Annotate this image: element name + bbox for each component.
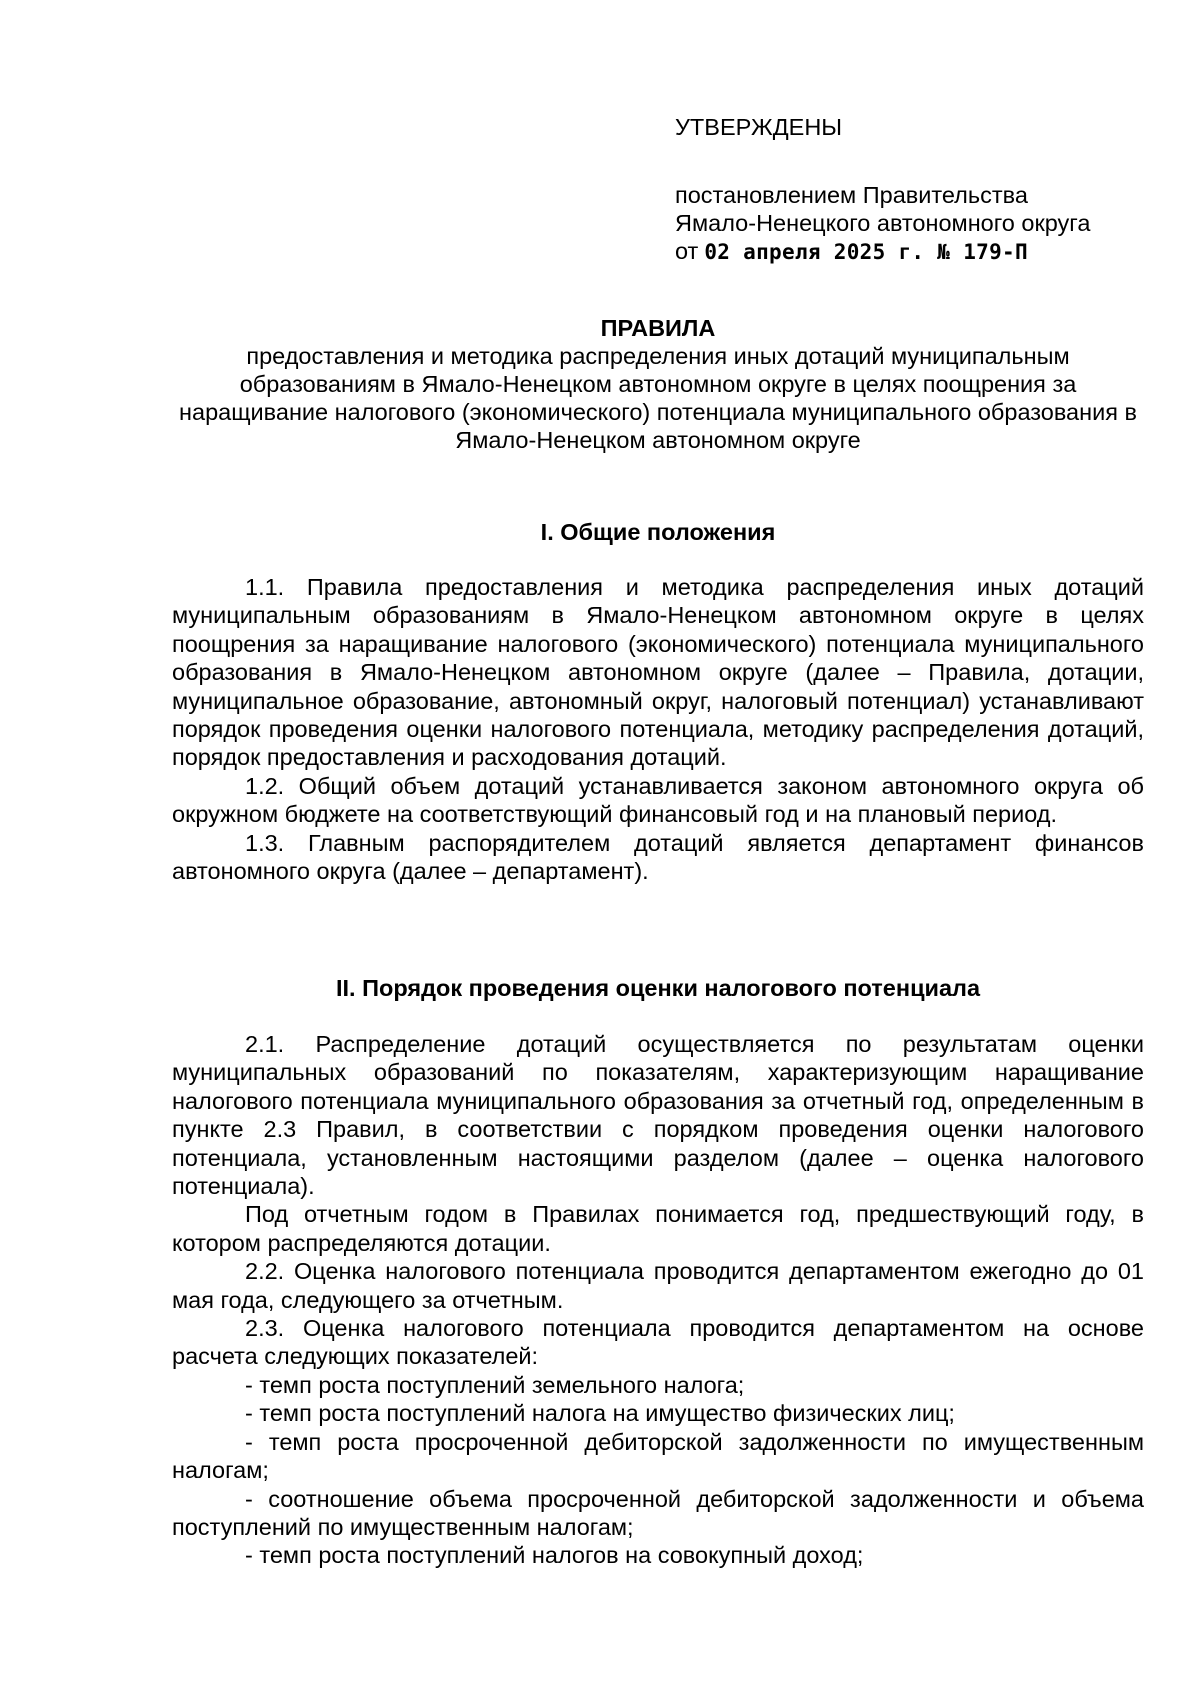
paragraph: 1.2. Общий объем дотаций устанавливается законом автономного округа об окружном бюджете на соответствующий финансовый год и на плановый период. — [172, 772, 1144, 828]
paragraph: 1.3. Главным распорядителем дотаций является департамент финансов автономного округа (далее – департамент). — [172, 829, 1144, 885]
title-subtitle: предоставления и методика распределения иных дотаций муниципальным образованиям в Ямало-Ненецком автономном округе в целях поощрения за наращивание налогового (экономического) потенциала муниципального образования в Ямало-Ненецком автономном округе — [179, 343, 1137, 453]
document-title — [172, 314, 1144, 454]
title-main: ПРАВИЛА — [600, 315, 716, 341]
section-1-heading: I. Общие положения — [540, 519, 776, 545]
section-1-body — [172, 573, 1144, 885]
list-item: - темп роста поступлений налогов на совокупный доход; — [245, 1542, 864, 1569]
paragraph: 1.1. Правила предоставления и методика распределения иных дотаций муниципальным образованиям в Ямало-Ненецком автономном округе в целях поощрения за наращивание налогового (экономического) потенциала муниципального образования в Ямало-Ненецком автономном округе (далее – Правила, дотации, муниципальное образование, автономный округ, налоговый потенциал) устанавливают порядок проведения оценки налогового потенциала, методику распределения дотаций, порядок предоставления и расходования дотаций. — [172, 574, 1144, 771]
list-item: - темп роста поступлений земельного налога; — [245, 1371, 745, 1398]
paragraph: Под отчетным годом в Правилах понимается год, предшествующий году, в котором распределяются дотации. — [172, 1201, 1144, 1256]
paragraph: 2.3. Оценка налогового потенциала проводится департаментом на основе расчета следующих показателей: — [172, 1315, 1144, 1370]
approval-block — [675, 113, 1145, 266]
list-item: - темп роста просроченной дебиторской задолженности по имущественным налогам; — [172, 1428, 1144, 1484]
list-item: - соотношение объема просроченной дебиторской задолженности и объема поступлений по имущественным налогам; — [172, 1485, 1144, 1540]
approved-label: УТВЕРЖДЕНЫ — [675, 114, 843, 140]
paragraph: 2.1. Распределение дотаций осуществляется по результатам оценки муниципальных образований по показателям, характеризующим наращивание налогового потенциала муниципального образования за отчетный год, определенным в пункте 2.3 Правил, в соответствии с порядком проведения оценки налогового потенциала, установленным настоящими разделом (далее – оценка налогового потенциала). — [172, 1031, 1144, 1200]
approval-line-2: Ямало-Ненецкого автономного округа — [675, 210, 1091, 236]
paragraph: 2.2. Оценка налогового потенциала проводится департаментом ежегодно до 01 мая года, следующего за отчетным. — [172, 1258, 1144, 1313]
list-item: - темп роста поступлений налога на имущество физических лиц; — [245, 1400, 955, 1427]
section-2-body — [172, 1030, 1144, 1570]
approval-date-line — [675, 237, 1145, 266]
section-2-heading: II. Порядок проведения оценки налогового потенциала — [335, 975, 981, 1001]
approval-line-1: постановлением Правительства — [675, 182, 1028, 208]
document-number: 02 апреля 2025 г. № 179-П — [704, 240, 1028, 264]
approval-prefix: от — [675, 238, 699, 264]
